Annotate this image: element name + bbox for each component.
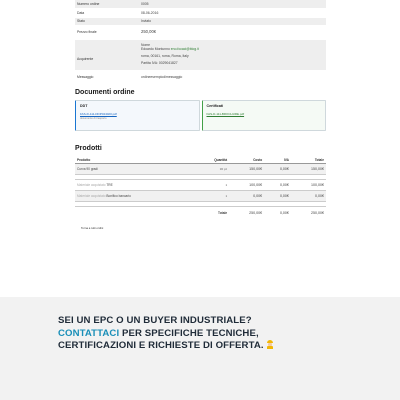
- product-total: 150,00€: [291, 164, 326, 175]
- product-iva: 0,00€: [264, 164, 291, 175]
- construction-worker-icon: [266, 340, 274, 349]
- col-cost: Costo: [229, 156, 264, 164]
- final-price-value: 250,00€: [139, 26, 326, 39]
- product-iva: 0,00€: [264, 191, 291, 202]
- buyer-name-label: Nome: [141, 42, 151, 47]
- table-row: [75, 164, 326, 175]
- buyer-phone: Partita IVA: 0029041827: [141, 61, 178, 66]
- product-title: Bonifico bancario: [106, 194, 131, 199]
- col-product: Prodotto: [75, 156, 194, 164]
- order-number-value: 0005: [139, 0, 326, 8]
- message-value: ordineesempiodimessaggio: [139, 71, 326, 82]
- promo-banner: [0, 297, 400, 400]
- order-number-label: Numero ordine: [75, 0, 139, 8]
- product-iva: 0,00€: [264, 180, 291, 191]
- product-cost: 100,00€: [229, 180, 264, 191]
- order-row-number: [75, 0, 326, 8]
- order-date-label: Data: [75, 8, 139, 17]
- product-cost: 0,00€: [229, 191, 264, 202]
- buyer-email-link[interactable]: eno.focaci@blog.it: [170, 46, 199, 51]
- totals-cost: 250,00€: [249, 210, 263, 215]
- promo-line-2: [58, 328, 274, 341]
- buyer-label: Acquirente: [75, 39, 139, 71]
- order-date-value: 08-06-2016: [139, 8, 326, 17]
- product-name: [75, 180, 194, 191]
- promo-line-3: [58, 340, 274, 353]
- promo-line-1: SEI UN EPC O UN BUYER INDUSTRIALE?: [58, 315, 252, 326]
- totals-row: [75, 207, 326, 218]
- ddt-title: DDT: [80, 104, 88, 109]
- order-status-value: Inviato: [139, 17, 326, 26]
- back-to-orders-link[interactable]: Torna a tutti ordini: [81, 225, 104, 230]
- product-qty: 1: [194, 191, 229, 202]
- product-total: 100,00€: [291, 180, 326, 191]
- order-row-status: [75, 17, 326, 26]
- order-row-date: [75, 8, 326, 17]
- products-heading: Prodotti: [75, 145, 102, 153]
- product-category: Materiale acquistato: [77, 183, 106, 188]
- ddt-subtitle: documento di trasporto: [80, 117, 107, 121]
- product-name: Curva 90 gradi: [75, 164, 194, 175]
- certificates-title: Certificati: [206, 104, 224, 109]
- ddt-file-link[interactable]: FAS-D-111-DDP044020.pdf: [80, 112, 117, 117]
- table-row: [75, 180, 326, 191]
- promo-line-2-rest: PER SPECIFICHE TECNICHE,: [119, 327, 259, 339]
- totals-label: Totale: [217, 210, 228, 215]
- message-label: Messaggio: [75, 71, 139, 82]
- product-total: 0,00€: [291, 191, 326, 202]
- product-cost: 150,00€: [229, 164, 264, 175]
- promo-text: [58, 315, 274, 353]
- product-category: Materiale acquistato: [77, 194, 106, 199]
- product-qty: 1: [194, 180, 229, 191]
- certificate-file-link[interactable]: FAS-D-111-BROCHURE.pdf: [206, 112, 245, 117]
- ddt-card: [75, 100, 200, 131]
- totals-iva: 0,00€: [279, 210, 289, 215]
- promo-line-3-text: CERTIFICAZIONI E RICHIESTE DI OFFERTA.: [58, 340, 264, 351]
- final-price-label: Prezzo finale: [75, 26, 139, 39]
- order-detail-content: [75, 0, 326, 230]
- product-title: TRE: [106, 183, 113, 188]
- col-iva: IVA: [264, 156, 291, 164]
- product-qty: 30 pz: [194, 164, 229, 175]
- order-row-price: [75, 26, 326, 39]
- certificates-card: [202, 100, 327, 131]
- products-header-row: [75, 156, 326, 164]
- contact-link[interactable]: CONTATTACI: [58, 327, 120, 339]
- totals-total: 250,00€: [311, 210, 324, 215]
- table-row: [75, 191, 326, 202]
- documents-section: [75, 100, 326, 131]
- documents-heading: Documenti ordine: [75, 89, 135, 97]
- order-row-message: [75, 71, 326, 82]
- col-total: Totale: [291, 156, 326, 164]
- col-quantity: Quantità: [194, 156, 229, 164]
- buyer-value: [139, 39, 326, 71]
- buyer-name: Edoardo Montunno: [141, 46, 170, 51]
- product-name: [75, 191, 194, 202]
- order-details-table: [75, 0, 326, 82]
- buyer-address: roma, 00161, roma, Roma, Italy: [141, 54, 189, 58]
- products-table: [75, 156, 326, 218]
- order-status-label: Stato: [75, 17, 139, 26]
- order-row-buyer: [75, 39, 326, 71]
